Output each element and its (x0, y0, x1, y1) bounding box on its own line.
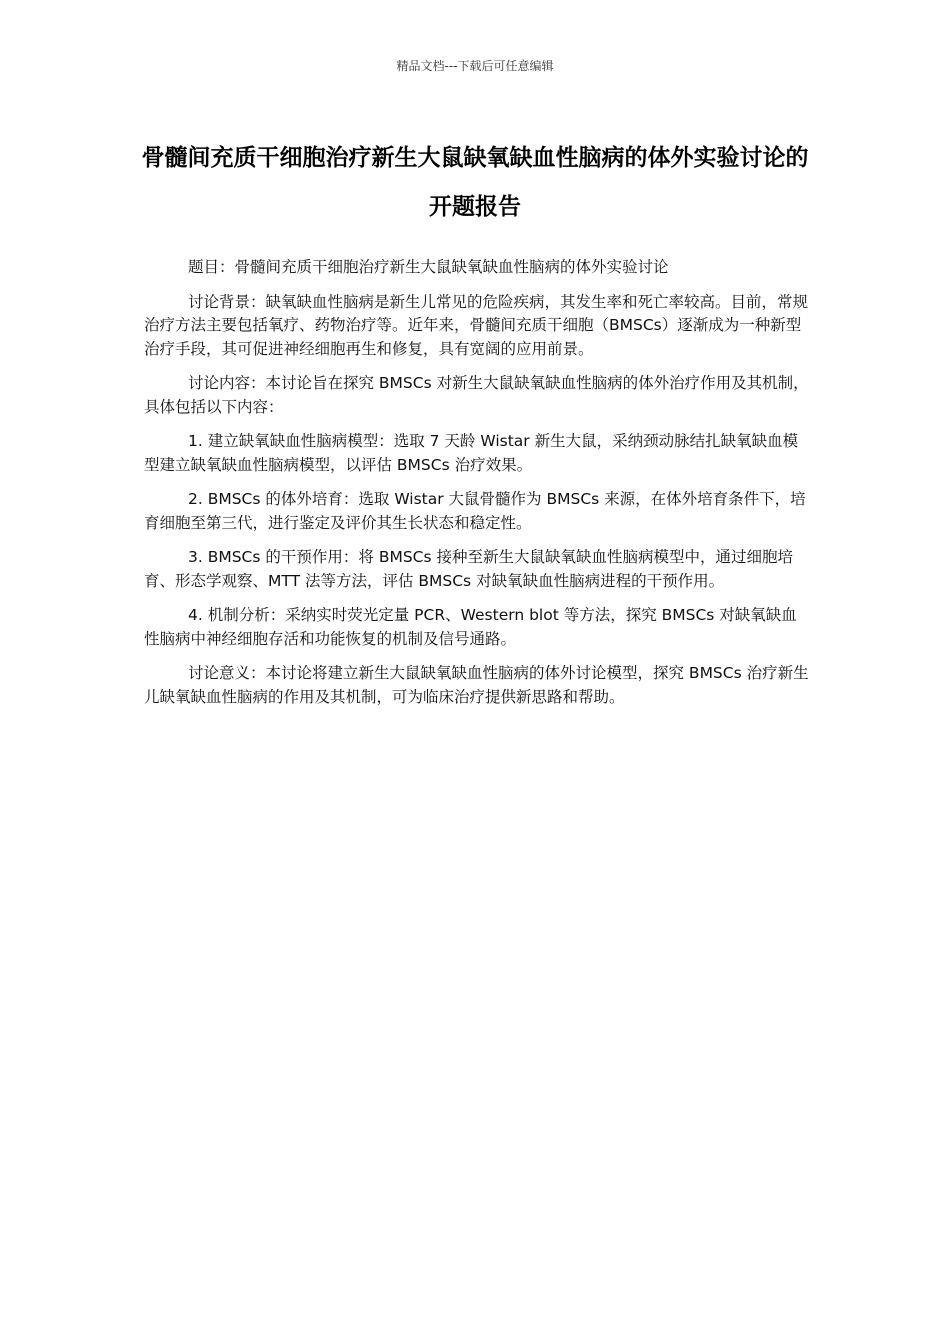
document-body (144, 256, 812, 720)
paragraph-topic: 题目：骨髓间充质干细胞治疗新生大鼠缺氧缺血性脑病的体外实验讨论 (188, 258, 669, 276)
paragraph-background: 讨论背景：缺氧缺血性脑病是新生儿常见的危险疾病，其发生率和死亡率较高。目前，常规治疗方法主要包括氧疗、药物治疗等。近年来，骨髓间充质干细胞（BMSCs）逐渐成为一种新型治疗手段，其可促进神经细胞再生和修复，具有宽阔的应用前景。 (144, 292, 809, 358)
paragraph-content-intro: 讨论内容：本讨论旨在探究 BMSCs 对新生大鼠缺氧缺血性脑病的体外治疗作用及其机制，具体包括以下内容： (144, 374, 809, 416)
document-title: 骨髓间充质干细胞治疗新生大鼠缺氧缺血性脑病的体外实验讨论的开题报告 (141, 145, 809, 220)
paragraph-item-1: 1. 建立缺氧缺血性脑病模型：选取 7 天龄 Wistar 新生大鼠，采纳颈动脉结扎缺氧缺血模型建立缺氧缺血性脑病模型，以评估 BMSCs 治疗效果。 (144, 432, 799, 474)
header-note: 精品文档---下载后可任意编辑 (396, 59, 554, 73)
paragraph-item-3: 3. BMSCs 的干预作用：将 BMSCs 接种至新生大鼠缺氧缺血性脑病模型中，通过细胞培育、形态学观察、MTT 法等方法，评估 BMSCs 对缺氧缺血性脑病进程的干预作用。 (144, 548, 793, 590)
paragraph-item-4: 4. 机制分析：采纳实时荧光定量 PCR、Western blot 等方法，探究 BMSCs 对缺氧缺血性脑病中神经细胞存活和功能恢复的机制及信号通路。 (144, 606, 797, 648)
paragraph-significance: 讨论意义：本讨论将建立新生大鼠缺氧缺血性脑病的体外讨论模型，探究 BMSCs 治疗新生儿缺氧缺血性脑病的作用及其机制，可为临床治疗提供新思路和帮助。 (144, 664, 809, 706)
paragraph-item-2: 2. BMSCs 的体外培育：选取 Wistar 大鼠骨髓作为 BMSCs 来源，在体外培育条件下，培育细胞至第三代，进行鉴定及评价其生长状态和稳定性。 (144, 490, 806, 532)
